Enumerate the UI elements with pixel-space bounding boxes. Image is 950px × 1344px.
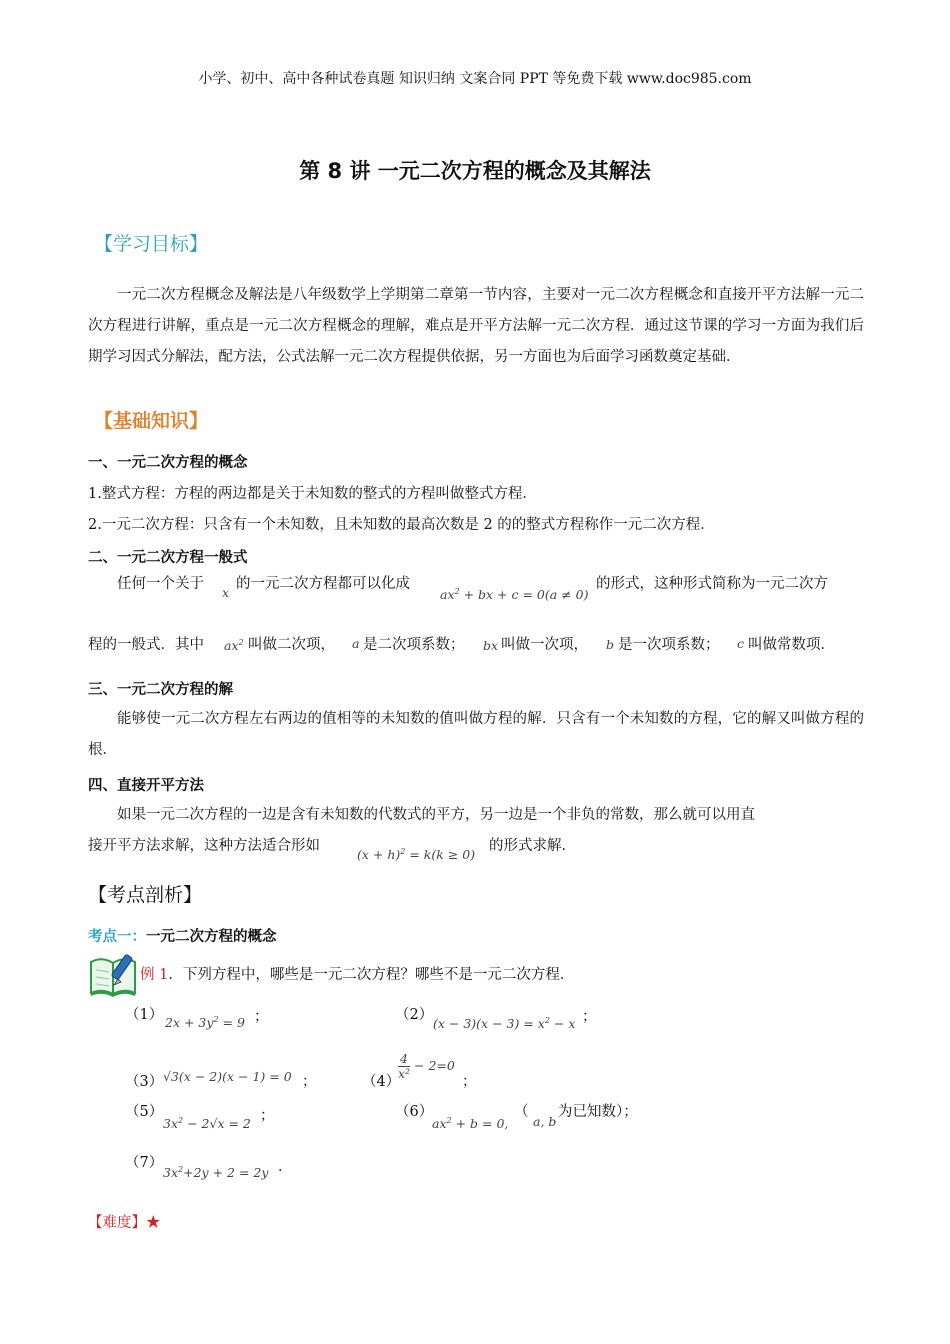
section-3-heading: 三、一元二次方程的解 [88,682,233,698]
difficulty-line [88,1211,161,1232]
section-2-line-2e: 是一次项系数； [618,637,720,653]
kaodian-label: 考点一： [88,928,146,945]
item-6-known-vars: a, b [533,1114,557,1129]
learning-goal-paragraph: 一元二次方程概念及解法是八年级数学上学期第二章第一节内容，主要对一元二次方程概念和直接开平方法解一元二次方程进行讲解，重点是一元二次方程概念的理解，难点是开平方法解一元二次方程．通过这节课的学习一方面为我们后期学习因式分解法，配方法，公式法解一元二次方程提供依据，另一方面也为后面学习函数奠定基础． [88,287,864,365]
item-5-equation: $3x^2 - 2√x = 2$ [163,1116,251,1131]
page-title: 第 8 讲 一元二次方程的概念及其解法 [299,159,651,183]
section-4-line-2b: 的形式求解． [489,838,576,854]
var-a: a [352,636,360,651]
item-7-equation: $3x^2+2y + 2 = 2y$ [163,1165,269,1180]
item-6-number: （6） [395,1104,434,1120]
page-header: 小学、初中、高中各种试卷真题 知识归纳 文案合同 PPT 等免费下载 www.doc985.com [198,71,752,87]
section-3-paragraph: 能够使一元二次方程左右两边的值相等的未知数的值叫做方程的解．只含有一个未知数的方程，它的解又叫做方程的根． [88,711,864,758]
kaodian-line [88,925,277,946]
kaodian-title: 一元二次方程的概念 [146,929,277,945]
term-ax2: $ax^2$ [224,638,244,653]
item-6-known-text: 为已知数）； [558,1104,638,1120]
item-4-number: （4） [362,1074,401,1090]
section-1-heading: 一、一元二次方程的概念 [88,455,248,471]
section-2-line-1a: 任何一个关于 [117,576,204,592]
item-1-equation: $2x + 3y^2 = 9$ [165,1015,245,1030]
item-2-equation: $(x - 3)(x - 3) = x^2 - x$ [433,1016,576,1031]
item-1-punct: ； [254,1009,269,1025]
section-2-line-2c: 是二次项系数； [363,637,465,653]
learning-goal-heading: 【学习目标】 [94,233,209,255]
example-text: ．下列方程中，哪些是一元二次方程？哪些不是一元二次方程． [168,967,575,983]
section-2-line-2d: 叫做一次项， [501,637,588,653]
item-5-punct: ； [260,1108,275,1124]
basics-heading: 【基础知识】 [94,410,209,432]
item-2-number: （2） [395,1007,434,1023]
section-4-heading: 四、直接开平方法 [88,778,204,794]
item-2-punct: ； [582,1009,597,1025]
item-5-number: （5） [125,1104,164,1120]
item-3-equation: √3(x − 2)(x − 1) = 0 [163,1069,292,1084]
section-2-line-2a: 程的一般式．其中 [88,637,204,653]
section-2-line-1c: 的形式，这种形式简称为一元二次方 [596,576,828,592]
section-2-heading: 二、一元二次方程一般式 [88,550,248,566]
item-4-punct: ； [462,1074,477,1090]
section-2-line-1b: 的一元二次方程都可以化成 [236,576,410,592]
item-3-punct: ； [302,1074,317,1090]
book-pencil-icon [88,952,140,1002]
general-form-equation: $ax^2$ + bx + c = 0(a ≠ 0) [440,587,589,602]
example-line [140,963,574,984]
item-1-number: （1） [125,1007,164,1023]
var-b: b [606,637,615,652]
section-4-line-1: 如果一元二次方程的一边是含有未知数的代数式的平方，另一边是一个非负的常数，那么就可以用直 [117,807,755,823]
item-6-paren-open: （ [514,1104,529,1120]
section-2-line-2f: 叫做常数项． [748,637,835,653]
var-c: c [737,636,745,651]
section-1-item-2: 2.一元二次方程：只含有一个未知数，且未知数的最高次数是 2 的的整式方程称作一元二次方程． [88,517,715,533]
item-4-equation: $\frac{4}{\text{x²}}$ − 2=0 [398,1051,455,1081]
square-root-form-equation: $(x + h)^2 = k(k \ge 0)$ [357,847,476,862]
difficulty-label: 【难度】 [88,1215,146,1231]
item-7-number: （7） [125,1155,164,1171]
difficulty-star-icon: ★ [146,1215,161,1231]
section-2-line-2b: 叫做二次项， [248,637,335,653]
term-bx: bx [483,638,499,653]
item-7-punct: ． [278,1159,293,1175]
analysis-heading: 【考点剖析】 [88,884,203,906]
section-1-item-1: 1.整式方程：方程的两边都是关于未知数的整式的方程叫做整式方程． [88,486,537,502]
item-3-number: （3） [125,1074,164,1090]
section-4-line-2a: 接开平方法求解，这种方法适合形如 [88,838,320,854]
item-6-equation: $ax^2 + b = 0$, [432,1116,509,1131]
var-x: x [222,585,230,600]
example-label: 例 1 [140,967,169,983]
